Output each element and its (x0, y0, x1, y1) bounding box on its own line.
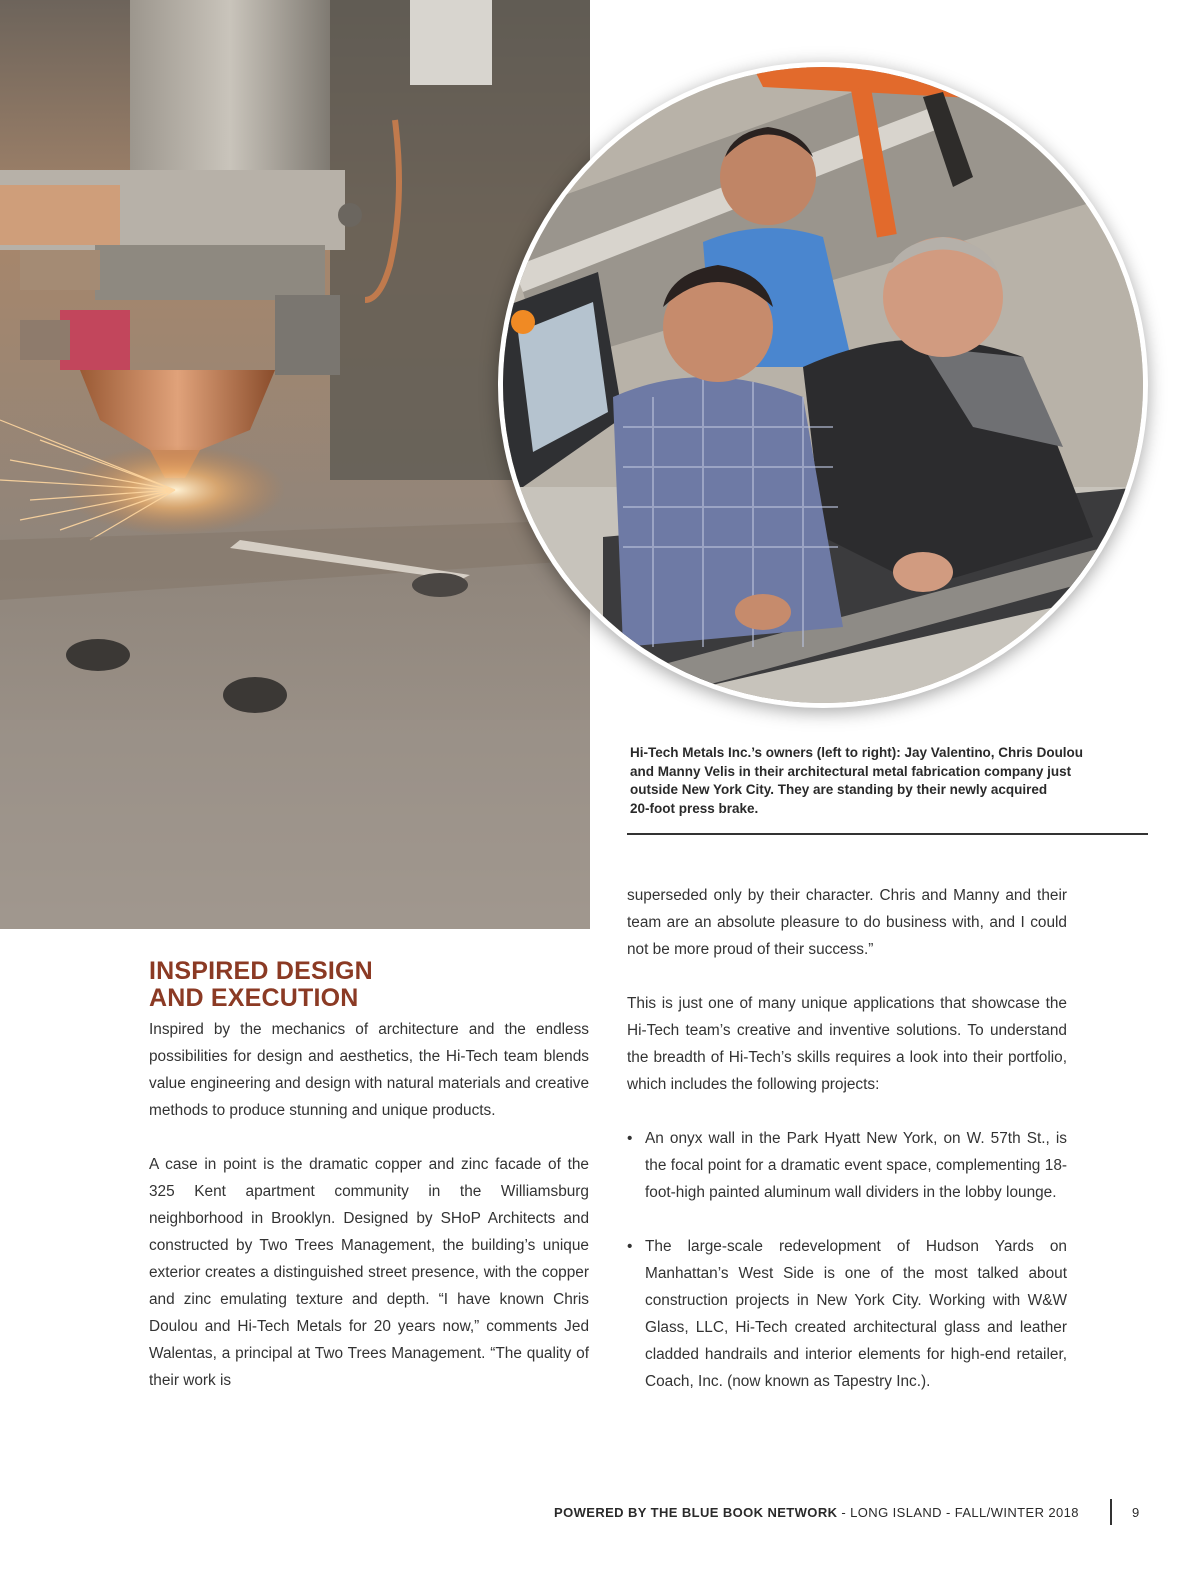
body-paragraph: superseded only by their character. Chris and Manny and their team are an absolute pleasure to do business with, and I could not be more proud of their success.” (627, 887, 1067, 958)
caption-line: and Manny Velis in their architectural metal fabrication company just (630, 763, 1072, 779)
left-column (149, 1016, 589, 1421)
page-number: 9 (1132, 1505, 1140, 1520)
list-item (627, 1233, 1067, 1395)
body-paragraph: Inspired by the mechanics of architecture and the endless possibilities for design and aesthetics, the Hi-Tech team blends value engineering and design with natural materials and creative methods to produce stunning and unique products. (149, 1021, 589, 1119)
footer-edition: - LONG ISLAND - FALL/WINTER 2018 (837, 1505, 1079, 1520)
list-item-text: An onyx wall in the Park Hyatt New York, on W. 57th St., is the focal point for a dramatic event space, complementing 18-foot-high painted aluminum wall dividers in the lobby lounge. (645, 1130, 1067, 1201)
project-list (627, 1125, 1067, 1395)
photo-caption (630, 744, 1120, 819)
machine-photo (0, 0, 590, 929)
right-column (627, 882, 1067, 1422)
page-footer (554, 1505, 1144, 1527)
section-heading-line: INSPIRED DESIGN (149, 957, 373, 985)
caption-line: 20-foot press brake. (630, 801, 759, 817)
list-item-text: The large-scale redevelopment of Hudson Yards on Manhattan’s West Side is one of the most talked about construction projects in New York City. Working with W&W Glass, LLC, Hi-Tech created architectural glass and leather cladded handrails and interior elements for high-end retailer, Coach, Inc. (now known as Tapestry Inc.). (645, 1238, 1067, 1390)
bullet-icon: • (627, 1130, 633, 1147)
bullet-icon: • (627, 1238, 633, 1255)
caption-line: Hi-Tech Metals Inc.’s owners (left to right): Jay Valentino, Chris Doulou (630, 745, 1084, 760)
caption-divider (627, 833, 1148, 835)
section-heading-line: AND EXECUTION (149, 984, 359, 1012)
list-item (627, 1125, 1067, 1206)
body-paragraph: A case in point is the dramatic copper and zinc facade of the 325 Kent apartment community in the Williamsburg neighborhood in Brooklyn. Designed by SHoP Architects and constructed by Two Trees Management, the building’s unique exterior creates a distinguished street presence, with the copper and zinc emulating texture and depth. “I have known Chris Doulou and Hi-Tech Metals for 20 years now,” comments Jed Walentas, a principal at Two Trees Management. “The quality of their work is (149, 1156, 589, 1389)
caption-line: outside New York City. They are standing by their newly acquired (630, 782, 1048, 798)
body-paragraph: This is just one of many unique applications that showcase the Hi-Tech team’s creative and inventive solutions. To understand the breadth of Hi-Tech’s skills requires a look into their portfolio, which includes the following projects: (627, 995, 1067, 1093)
footer-separator (1110, 1499, 1112, 1525)
laser-cutter-illustration (0, 0, 590, 929)
owners-portrait-illustration (503, 67, 1143, 703)
footer-publication: POWERED BY THE BLUE BOOK NETWORK (554, 1505, 838, 1520)
owners-photo (498, 62, 1148, 708)
section-heading (149, 958, 589, 1012)
